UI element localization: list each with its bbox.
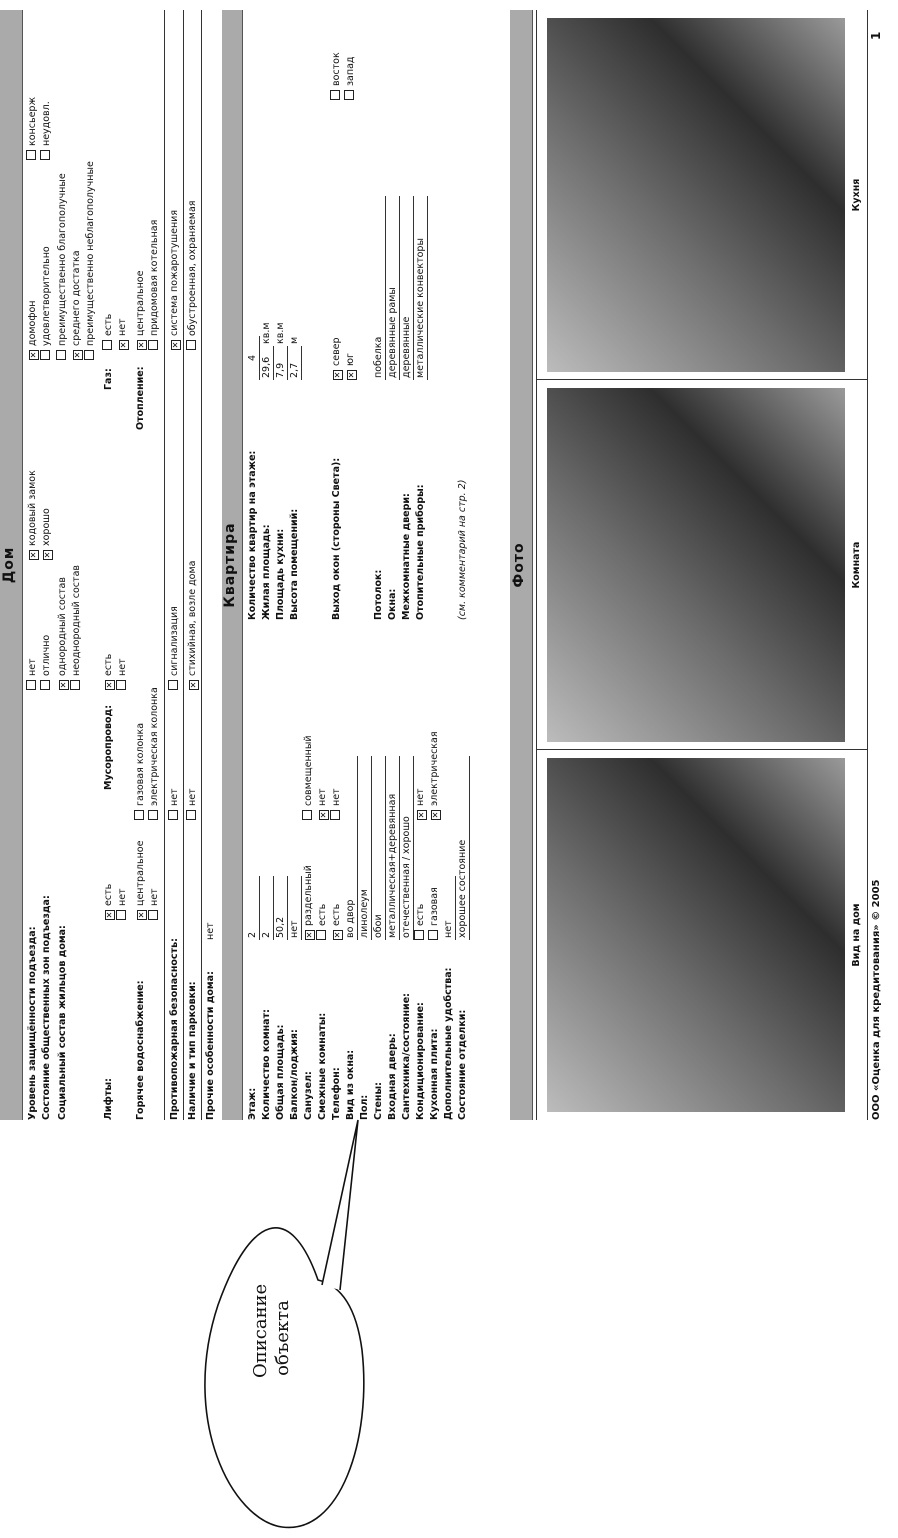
chute-label: Мусоропровод: [103, 704, 114, 790]
total-area-value: 50,2 [274, 876, 288, 940]
common-label: Состояние общественных зон подъезда: [41, 895, 52, 1120]
footer-copyright: ООО «Оценка для кредитования» © 2005 [871, 879, 882, 1120]
plumbing-value: отечественная / хорошо [400, 756, 414, 940]
option[interactable]: ✕юг [345, 353, 356, 379]
option[interactable]: ✕север [331, 337, 342, 379]
option[interactable]: консьерж [26, 97, 39, 160]
kitchen-area-value: 7,9 [274, 346, 288, 380]
option[interactable]: совмещенный [302, 735, 315, 820]
finish-value: хорошее состояние [456, 756, 470, 940]
balcony-value: нет [288, 876, 302, 940]
option[interactable]: неудовл. [40, 101, 53, 160]
option[interactable]: ✕нет [317, 788, 328, 819]
living-area-value: 29,6 [260, 346, 274, 380]
option[interactable]: ✕раздельный [303, 865, 314, 939]
checkbox-checked-icon: ✕ [73, 351, 82, 359]
option[interactable]: есть [102, 314, 115, 350]
section-title-apartment: Квартира [222, 522, 238, 608]
option[interactable]: есть [316, 904, 329, 940]
apartment-fields: Этаж: 2 Количество комнат: 2 Общая площадь: 50,2 Балкон/лоджия: нет Санузел: ✕раздельный совмещенный Смежные комнаты: есть ✕нет Телефон: ✕есть нет Вид из окна: во двор Пол: линолеум Стены: обои Входная дверь: металлическая+деревянная Сантехника/состояние: отечественная / хорошо Кондиционирование: есть ✕нет Кухонная плита: газовая ✕электрическая Дополнительные удобства: нет Состояние отделки: хорошее состояние (см. комментарий на стр. 2) Количество квартир на этаже: 4 Жилая площадь: 29,6 кв.м Площадь кухни: 7,9 кв.м Высота помещений: 2,7 м Выход окон (стороны Света): ✕север восток ✕юг запад Потолок: побелка Окна: деревянные рамы Межкомнатные двери: деревянные Отопительные приборы: металлические конвекторы [247, 52, 468, 1120]
option[interactable]: ✕центральное [135, 840, 146, 919]
option[interactable]: ✕кодовый замок [27, 470, 38, 559]
checkbox-checked-icon: ✕ [105, 681, 114, 689]
option[interactable]: газовая [428, 887, 441, 940]
option[interactable]: ✕нет [415, 788, 426, 819]
option[interactable]: газовая колонка [134, 723, 147, 820]
option[interactable]: ✕центральное [135, 270, 146, 349]
checkbox-checked-icon: ✕ [119, 341, 128, 349]
heating-devices-value: металлические конвекторы [414, 196, 428, 380]
checkbox-checked-icon: ✕ [43, 551, 52, 559]
extra-value: нет [442, 876, 456, 940]
windows-value: деревянные рамы [386, 196, 400, 380]
checkbox-checked-icon: ✕ [29, 551, 38, 559]
option[interactable]: ✕есть [103, 653, 114, 689]
page-number: 1 [869, 31, 883, 40]
checkbox-checked-icon: ✕ [137, 341, 146, 349]
callout-label: Описание объекта [250, 1283, 293, 1378]
section-title-house: Дом [1, 546, 17, 584]
flats-per-floor-value: 4 [246, 336, 260, 380]
social-label: Социальный состав жильцов дома: [57, 925, 68, 1120]
checkbox-checked-icon: ✕ [59, 681, 68, 689]
photo-caption: Кухня [851, 178, 862, 212]
option[interactable]: ✕стихийная, возле дома [187, 560, 198, 689]
walls-value: обои [372, 756, 386, 940]
checkbox-checked-icon: ✕ [105, 911, 114, 919]
option[interactable]: ✕домофон [27, 300, 38, 359]
option[interactable]: отлично [40, 635, 53, 690]
lifts-label: Лифты: [103, 1078, 114, 1120]
option[interactable]: придомовая котельная [148, 220, 161, 350]
option[interactable]: нет [186, 788, 199, 820]
option[interactable]: неоднородный состав [70, 565, 83, 690]
security-label: Уровень защищённости подъезда: [27, 926, 38, 1120]
option[interactable]: ✕есть [103, 883, 114, 919]
photo-caption: Комната [851, 541, 862, 589]
checkbox-checked-icon: ✕ [189, 681, 198, 689]
option[interactable]: ✕электрическая [429, 731, 440, 819]
option[interactable]: есть [414, 904, 427, 940]
option[interactable]: нет [116, 888, 129, 920]
other-value: нет [205, 922, 216, 940]
option[interactable]: восток [330, 52, 343, 100]
option[interactable]: электрическая колонка [148, 687, 161, 820]
door-value: металлическая+деревянная [386, 756, 400, 940]
option[interactable]: нет [148, 888, 161, 920]
option[interactable]: ✕система пожаротушения [169, 209, 180, 349]
heating-label: Отопление: [135, 366, 146, 430]
view-value: во двор [344, 756, 358, 940]
option[interactable]: ✕есть [331, 903, 342, 939]
option[interactable]: ✕хорошо [41, 508, 52, 559]
checkbox-checked-icon: ✕ [171, 341, 180, 349]
option[interactable]: сигнализация [168, 606, 181, 690]
floor-cover-value: линолеум [358, 756, 372, 940]
option[interactable]: нет [26, 658, 39, 690]
option[interactable]: ✕среднего достатка [71, 250, 82, 359]
gas-label: Газ: [103, 368, 114, 390]
ceiling-value: побелка [372, 196, 386, 380]
option[interactable]: нет [168, 788, 181, 820]
other-label: Прочие особенности дома: [205, 971, 216, 1120]
option[interactable]: ✕однородный состав [57, 577, 68, 689]
inner-doors-value: деревянные [400, 196, 414, 380]
option[interactable]: удовлетворительно [40, 246, 53, 360]
option[interactable]: запад [344, 57, 357, 100]
photo-caption: Вид на дом [851, 903, 862, 967]
option[interactable]: преимущественно неблагополучные [84, 161, 97, 360]
option[interactable]: обустроенная, охраняемая [186, 201, 199, 351]
checkbox-checked-icon: ✕ [29, 351, 38, 359]
option[interactable]: нет [116, 658, 129, 690]
ceiling-height-value: 2,7 [288, 346, 302, 380]
option[interactable]: нет [330, 788, 343, 820]
parking-label: Наличие и тип парковки: [187, 981, 198, 1120]
checkbox-checked-icon: ✕ [137, 911, 146, 919]
section-title-photo: Фото [511, 542, 527, 588]
option[interactable]: ✕нет [117, 318, 128, 349]
fire-label: Противопожарная безопасность: [169, 938, 180, 1120]
hotwater-label: Горячее водоснабжение: [135, 980, 146, 1120]
option[interactable]: преимущественно благополучные [56, 173, 69, 360]
floor-value: 2 [246, 876, 260, 940]
comment-note: (см. комментарий на стр. 2) [457, 479, 468, 620]
rooms-value: 2 [260, 876, 274, 940]
